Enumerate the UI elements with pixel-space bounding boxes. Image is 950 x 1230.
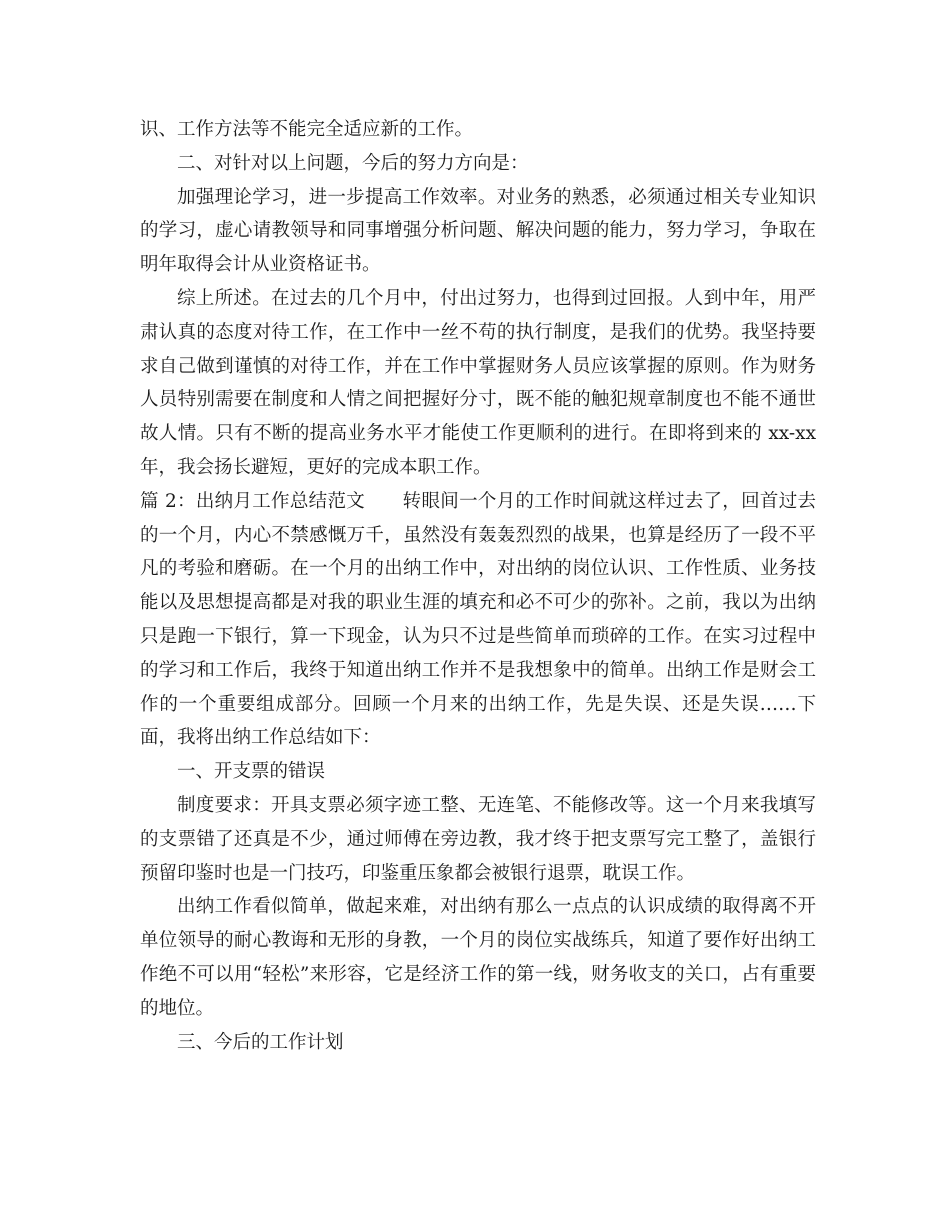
paragraph-cashier-reflection: 出纳工作看似简单，做起来难，对出纳有那么一点点的认识成绩的取得离不开单位领导的耐心教诲和无形的身教，一个月的岗位实战练兵，知道了要作好出纳工作绝不可以用“轻松”来形容，它是经济工作的第一线，财务收支的关口，占有重要的地位。 — [140, 896, 816, 1019]
paragraph-summary: 综上所述。在过去的几个月中，付出过努力，也得到过回报。人到中年，用严肃认真的态度对待工作，在工作中一丝不苟的执行制度，是我们的优势。我坚持要求自己做到谨慎的对待工作，并在工作中掌握财务人员应该掌握的原则。作为财务人员特别需要在制度和人情之间把握好分寸，既不能的触犯规章制度也不能不通世故人情。只有不断的提高业务水平才能使工作更顺利的进行。在即将到来的 xx-xx 年，我会扬长避短，更好的完成本职工作。 — [140, 287, 816, 478]
article-2-intro: 篇 2：出纳月工作总结范文 转眼间一个月的工作时间就这样过去了，回首过去的一个月，内心不禁感慨万千，虽然没有轰轰烈烈的战果，也算是经历了一段不平凡的考验和磨砺。在一个月的出纳工作中，对出纳的岗位认识、工作性质、业务技能以及思想提高都是对我的职业生涯的填充和必不可少的弥补。之前，我以为出纳只是跑一下银行，算一下现金，认为只不过是些简单而琐碎的工作。在实习过程中的学习和工作后，我终于知道出纳工作并不是我想象中的简单。出纳工作是财会工作的一个重要组成部分。回顾一个月来的出纳工作，先是失误、还是失误……下面，我将出纳工作总结如下： — [140, 490, 816, 749]
section-heading-improvement-direction: 二、对针对以上问题，今后的努力方向是： — [177, 152, 529, 174]
paragraph-check-rules: 制度要求：开具支票必须字迹工整、无连笔、不能修改等。这一个月来我填写的支票错了还真是不少，通过师傅在旁边教，我才终于把支票写完工整了，盖银行预留印鉴时也是一门技巧，印鉴重压象都会被银行退票，耽误工作。 — [140, 794, 816, 884]
section-heading-future-plan: 三、今后的工作计划 — [177, 1031, 344, 1053]
paragraph-study-plan: 加强理论学习，进一步提高工作效率。对业务的熟悉，必须通过相关专业知识的学习，虚心请教领导和同事增强分析问题、解决问题的能力，努力学习，争取在明年取得会计从业资格证书。 — [140, 186, 816, 276]
document-body — [140, 113, 816, 1059]
paragraph-continuation: 识、工作方法等不能完全适应新的工作。 — [140, 119, 474, 140]
section-heading-check-errors: 一、开支票的错误 — [177, 761, 326, 783]
